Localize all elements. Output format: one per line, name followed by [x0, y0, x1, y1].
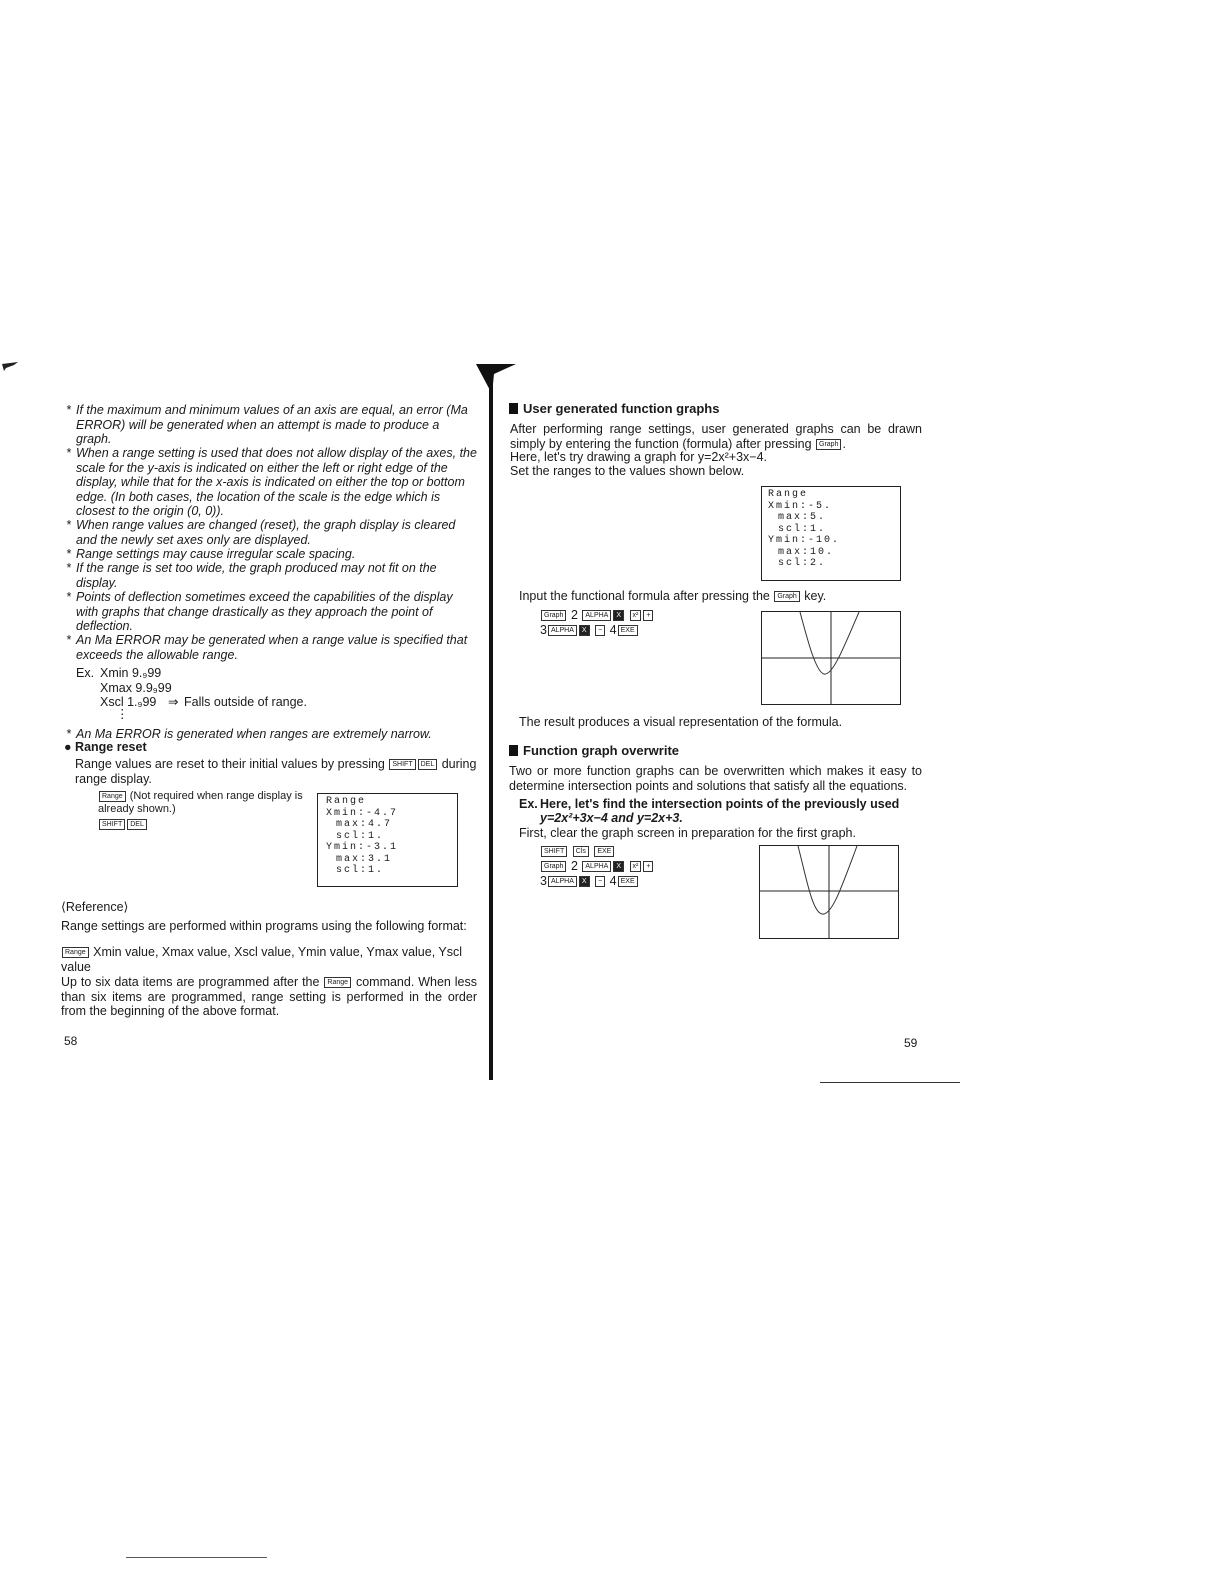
- key-sequence-1: Graph 2 ALPHA X x² + 3 ALPHA X − 4 EXE: [540, 608, 654, 638]
- screen-line: max:5.: [778, 512, 827, 523]
- plus-key: +: [643, 861, 653, 872]
- section-user-graphs-p3: Set the ranges to the values shown below.: [510, 464, 745, 478]
- alpha-key: ALPHA: [548, 625, 577, 636]
- screen-line: scl:1.: [336, 830, 385, 842]
- range-key: Range: [62, 947, 89, 958]
- section-user-graphs-heading: User generated function graphs: [509, 401, 719, 416]
- shift-key: SHIFT: [389, 759, 415, 770]
- range-key: Range: [99, 791, 126, 802]
- graph-key: Graph: [541, 861, 566, 872]
- range-display-right: [761, 486, 901, 581]
- screen-line: Xmin:-5.: [768, 500, 833, 512]
- note-7: * An Ma ERROR may be generated when a range value is specified that exceeds the allowable range.: [66, 633, 468, 662]
- note-2: * When a range setting is used that does not allow display of the axes, the scale for the y-axis is indicated on either the left or right edge of the display, while that for the x-axis is indicated on either the top or bottom edge. (In both cases, the location of the scale is the edge which is closest to the origin (0, 0)).: [66, 446, 477, 519]
- example-arrow: ⇒: [168, 695, 179, 709]
- bottom-rule: [820, 1082, 960, 1083]
- plus-key: +: [643, 610, 653, 621]
- shift-key: SHIFT: [99, 819, 125, 830]
- minus-key: −: [595, 876, 605, 887]
- corner-mark: [2, 362, 22, 372]
- del-key: DEL: [418, 759, 438, 770]
- overwrite-example-equation: y=2x²+3x−4 and y=2x+3.: [540, 811, 683, 825]
- note-5: * If the range is set too wide, the graph produced may not fit on the display.: [66, 561, 437, 590]
- range-reset-text: Range values are reset to their initial values by pressing SHIFT DEL during range display.: [75, 757, 477, 786]
- example-falls: Falls outside of range.: [184, 695, 307, 709]
- reference-format: Range Xmin value, Xmax value, Xscl value, Ymin value, Ymax value, Yscl value: [61, 945, 463, 974]
- minus-key: −: [595, 625, 605, 636]
- exe-key: EXE: [618, 625, 638, 636]
- example-xscl: Xscl 1.₉99: [100, 695, 157, 709]
- note-4: * Range settings may cause irregular scale spacing.: [66, 547, 356, 561]
- graph-display-1: [761, 611, 901, 705]
- graph-key: Graph: [541, 610, 566, 621]
- parabola-curve: [800, 612, 859, 674]
- screen-line: Ymin:-10.: [768, 535, 841, 546]
- del-key: DEL: [127, 819, 147, 830]
- screen-line: Ymin:-3.1: [326, 842, 399, 853]
- screen-line: max:4.7: [336, 819, 393, 830]
- page-number-left: 58: [64, 1034, 78, 1048]
- alpha-key: ALPHA: [548, 876, 577, 887]
- reference-paragraph-1: Range settings are performed within programs using the following format:: [61, 919, 467, 933]
- screen-line: scl:2.: [778, 558, 827, 569]
- example-xmax: Xmax 9.9₉99: [100, 681, 172, 695]
- key-sequence-2: SHIFT Cls EXE Graph 2 ALPHA X x² + 3 ALPHA X − 4 EXE: [540, 844, 654, 889]
- cls-key: Cls: [573, 846, 589, 857]
- clear-instruction: First, clear the graph screen in preparation for the first graph.: [519, 826, 856, 840]
- reference-heading: ⟨Reference⟩: [61, 900, 129, 914]
- example-xmin: Xmin 9.₉99: [100, 666, 162, 680]
- x-squared-key: x²: [630, 610, 642, 621]
- example-label: Ex.: [76, 666, 95, 680]
- exe-key: EXE: [618, 876, 638, 887]
- parabola-curve: [798, 846, 857, 914]
- x-squared-key: x²: [630, 861, 642, 872]
- section-overwrite-p1: Two or more function graphs can be overwritten which makes it easy to determine intersection points and solutions that satisfy all the equations.: [509, 764, 922, 793]
- note-1: * If the maximum and minimum values of an axis are equal, an error (Ma ERROR) will be generated when an attempt is made to produce a graph.: [66, 403, 468, 447]
- screen-line: Xmin:-4.7: [326, 807, 399, 819]
- graph-display-2: [759, 845, 899, 939]
- overwrite-example-text: Here, let's find the intersection points of the previously used: [540, 797, 900, 811]
- alpha-key: ALPHA: [582, 861, 611, 872]
- exe-key: EXE: [594, 846, 614, 857]
- note-3: * When range values are changed (reset), the graph display is cleared and the newly set axes only are displayed.: [66, 518, 456, 547]
- range-reset-heading: ● Range reset: [64, 740, 147, 754]
- input-instruction: Input the functional formula after pressing the Graph key.: [519, 589, 827, 603]
- screen-line: Range: [768, 489, 809, 500]
- section-marker-icon: [509, 745, 518, 756]
- range-display-left: [317, 793, 458, 887]
- screen-line: Range: [326, 796, 367, 807]
- x-key: X: [613, 610, 624, 621]
- result-text: The result produces a visual representation of the formula.: [519, 715, 843, 729]
- x-key: X: [613, 861, 624, 872]
- note-narrow: * An Ma ERROR is generated when ranges are extremely narrow.: [66, 727, 432, 741]
- reference-paragraph-2: Up to six data items are programmed after the Range command. When less than six items are programmed, range setting is performed in the order from the beginning of the above format.: [61, 975, 478, 1019]
- footer-link-underline: [126, 1557, 267, 1558]
- page-number-right: 59: [904, 1036, 918, 1050]
- x-key: X: [579, 876, 590, 887]
- screen-line: max:10.: [778, 546, 835, 558]
- section-overwrite-heading: Function graph overwrite: [509, 743, 679, 758]
- overwrite-example-label: Ex.: [519, 797, 538, 811]
- note-6: * Points of deflection sometimes exceed the capabilities of the display with graphs that change drastically as they approach the point of deflection.: [66, 590, 453, 634]
- shift-key: SHIFT: [541, 846, 567, 857]
- example-dots: ⋮: [116, 707, 129, 721]
- section-user-graphs-p2: Here, let's try drawing a graph for y=2x²+3x−4.: [510, 450, 768, 464]
- range-key: Range: [324, 977, 351, 988]
- section-marker-icon: [509, 403, 518, 414]
- alpha-key: ALPHA: [582, 610, 611, 621]
- bullet-dot-icon: ●: [64, 740, 72, 754]
- section-user-graphs-p1: After performing range settings, user generated graphs can be drawn simply by entering the function (formula) after pressing Graph .: [510, 422, 922, 451]
- graph-key: Graph: [774, 591, 799, 602]
- screen-line: scl:1.: [336, 865, 385, 876]
- range-reset-instructions: Range (Not required when range display is already shown.) SHIFT DEL: [98, 790, 303, 828]
- screen-line: max:3.1: [336, 853, 393, 865]
- graph-key: Graph: [816, 439, 841, 450]
- screen-line: scl:1.: [778, 523, 827, 535]
- x-key: X: [579, 625, 590, 636]
